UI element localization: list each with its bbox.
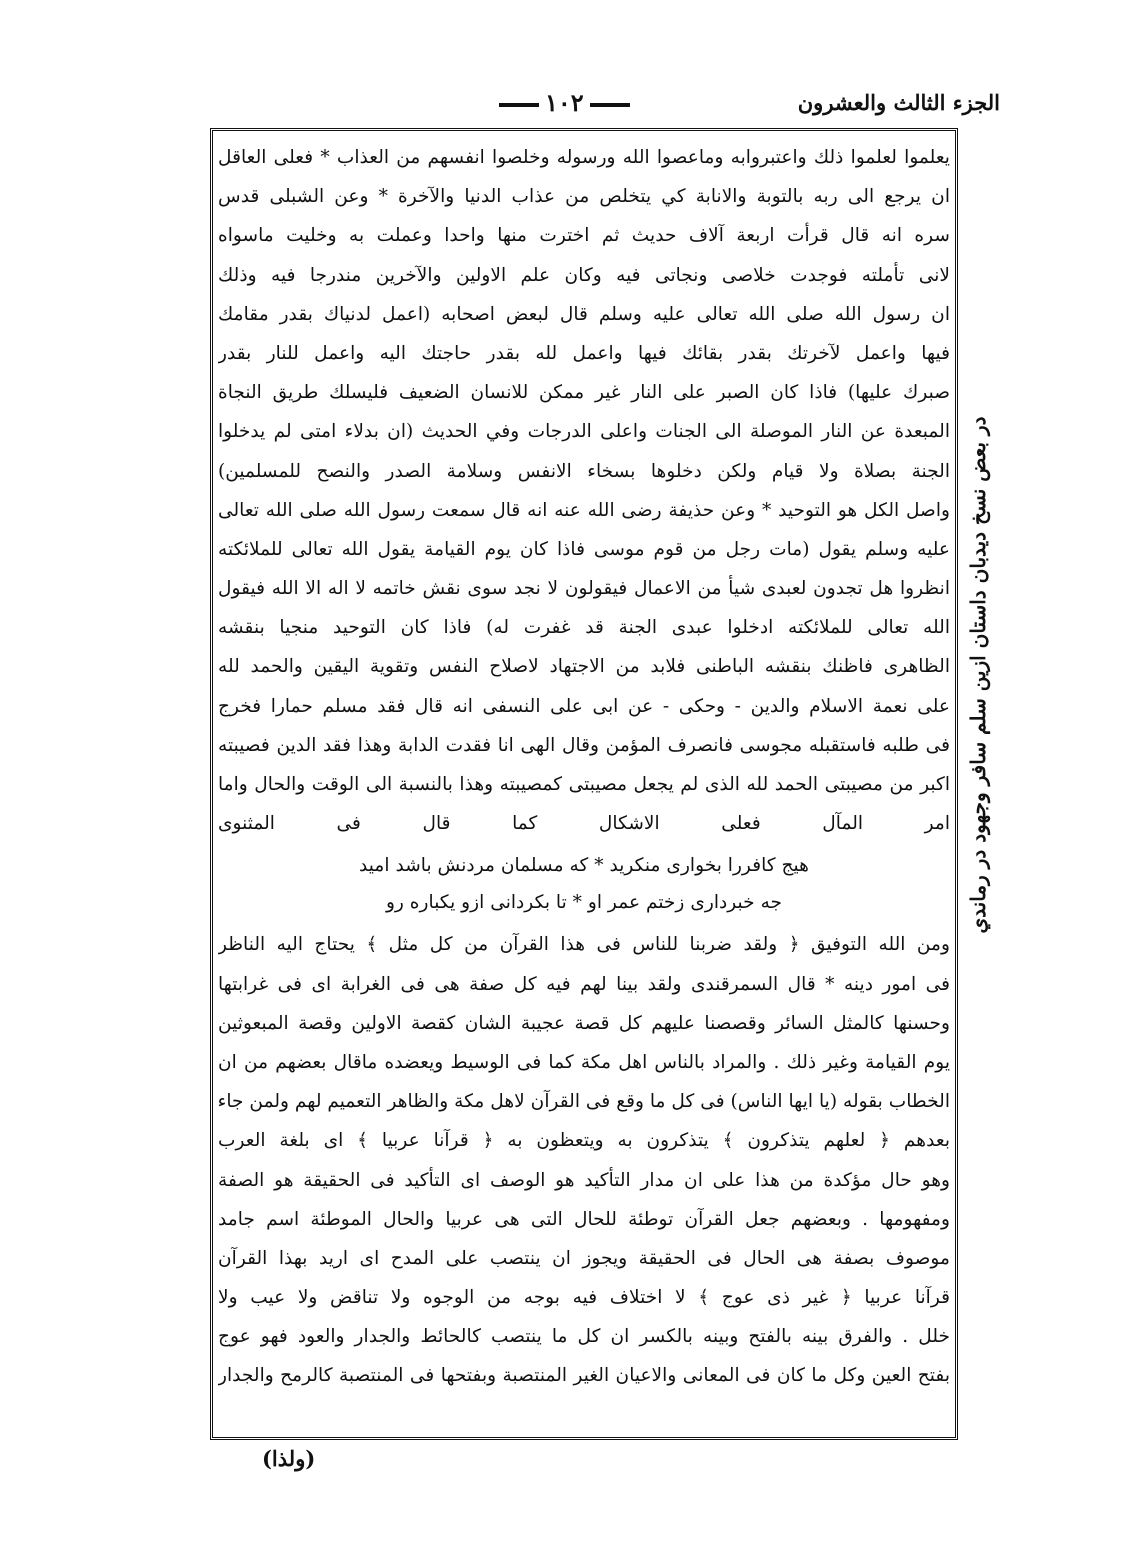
text-line: خلل . والفرق بينه بالفتح وبينه بالكسر ان كل ما ينتصب كالحائط والجدار والعود فهو عوج [218,1326,950,1348]
text-section-2 [218,925,950,1395]
text-line: صبرك عليها) فاذا كان الصبر على النار غير ممكن للانسان الضعيف فليسلك طريق النجاة [218,382,950,404]
page-number-text: ١٠٢ [545,88,584,117]
verse-line: هيج كافررا بخوارى منكريد * كه مسلمان مردنش باشد اميد [359,855,809,877]
text-line: الظاهرى فاظنك بنقشه الباطنى فلابد من الاجتهاد لاصلاح النفس وتقوية اليقين والحمد لله [218,656,950,678]
text-line: وهو حال مؤكدة من هذا على ان مدار التأكيد هو الوصف اى التأكيد فى الحقيقة هو الصفة [218,1169,950,1191]
text-line: واصل الكل هو التوحيد * وعن حذيفة رضى الله عنه انه قال سمعت رسول الله صلى الله تعالى [218,499,950,521]
text-line: فى امور دينه * قال السمرقندى ولقد بينا لهم فيه كل صفة هى فى الغرابة اى فى غرابتها [218,973,950,995]
text-line: الجنة بصلاة ولا قيام ولكن دخلوها بسخاء الانفس وسلامة الصدر والنصح للمسلمين) [218,460,950,482]
text-line: الله تعالى للملائكته ادخلوا عبدى الجنة قد غفرت له) فاذا كان التوحيد منجيا بنقشه [218,617,950,639]
text-line: بعدهم ﴿ لعلهم يتذكرون ﴾ يتذكرون به ويتعظون به ﴿ قرآنا عربيا ﴾ اى بلغة العرب [218,1130,950,1152]
text-line: يعلموا لعلموا ذلك واعتبروابه وماعصوا الله ورسوله وخلصوا انفسهم من العذاب * فعلى العاقل [218,147,950,168]
text-line: بفتح العين وكل ما كان فى المعانى والاعيان الغير المنتصبة وبفتحها فى المنتصبة كالرمح والجدار [218,1365,950,1387]
ornament-left [499,103,539,107]
text-line: وحسنها كالمثل السائر وقصصنا عليهم كل قصة عجيبة الشان كقصة الاولين وقصة المبعوثين [218,1012,950,1034]
text-line: انظروا هل تجدون لعبدى شيأ من الاعمال فيقولون لا نجد سوى نقش خاتمه لا اله الا الله فيقول [218,578,950,600]
text-line: فيها واعمل لآخرتك بقدر بقائك فيها واعمل لله بقدر حاجتك اليه واعمل للنار بقدر [218,342,950,364]
text-line: عليه وسلم يقول (مات رجل من قوم موسى فاذا كان يوم القيامة يقول الله تعالى للملائكته [218,538,950,560]
text-line: ومن الله التوفيق ﴿ ولقد ضربنا للناس فى هذا القرآن من كل مثل ﴾ يحتاج اليه الناظر [218,934,950,956]
text-line: ان رسول الله صلى الله تعالى عليه وسلم قال لبعض اصحابه (اعمل لدنياك بقدر مقامك [218,303,950,325]
text-line: لانى تأملته فوجدت خلاصى ونجاتى فيه وكان علم الاولين والآخرين مندرجا فيه وذلك [218,264,950,286]
catchword: (ولذا) [262,1446,316,1471]
margin-note-text: در بعض نسخ ديدبان داستان ازين سلم سافر وجهود در رماندي [966,416,990,934]
page-number [493,88,636,117]
text-line: الخطاب بقوله (يا ايها الناس) فى كل ما وقع فى القرآن لاهل مكة والظاهر التعميم لهم ولمن جاء [218,1091,950,1113]
text-line: فى طلبه فاستقبله مجوسى فانصرف المؤمن وقال الهى انا فقدت الدابة وهذا فقد الدين فصيبته [218,734,950,756]
text-line: على نعمة الاسلام والدين - وحكى - عن ابى على النسفى انه قال فقد مسلم حمارا فخرج [218,695,950,717]
text-line: ومفهومها . وبعضهم جعل القرآن توطئة للحال التى هى عربيا والحال الموطئة اسم جامد [218,1208,950,1230]
page-header [215,88,1000,128]
text-line: قرآنا عربيا ﴿ غير ذى عوج ﴾ لا اختلاف فيه بوجه من الوجوه ولا تناقض ولا عيب ولا [218,1287,950,1309]
text-line: امر المآل فعلى الاشكال كما قال فى المثنوى [218,813,950,835]
margin-note [958,390,998,960]
text-line: يوم القيامة وغير ذلك . والمراد بالناس اهل مكة كما فى الوسيط ويعضده ماقال بعضهم من ان [218,1051,950,1073]
text-line: ان يرجع الى ربه بالتوبة والانابة كي يتخلص من عذاب الدنيا والآخرة * وعن الشبلى قدس [218,186,950,208]
verse-line: جه خبردارى زختم عمر او * تا بكردانى ازو يكباره رو [385,892,783,914]
text-section-1 [218,138,950,843]
part-title: الجزء الثالث والعشرون [797,90,1000,115]
text-line: سره انه قال قرأت اربعة آلاف حديث ثم اخترت منها واحدا وعملت به وخليت ماسواه [218,225,950,247]
ornament-right [590,103,630,107]
text-line: اكبر من مصيبتى الحمد لله الذى لم يجعل مصيبتى كمصيبته وهذا بالنسبة الى الوقت والحال واما [218,774,950,795]
main-text [218,138,950,1396]
text-line: المبعدة عن النار الموصلة الى الجنات واعلى الدرجات وفي الحديث (ان بدلاء امتى لم يدخلوا [218,421,950,443]
text-line: موصوف بصفة هى الحال فى الحقيقة ويجوز ان ينتصب على المدح اى اريد بهذا القرآن [218,1247,950,1269]
verse-block [218,843,950,925]
